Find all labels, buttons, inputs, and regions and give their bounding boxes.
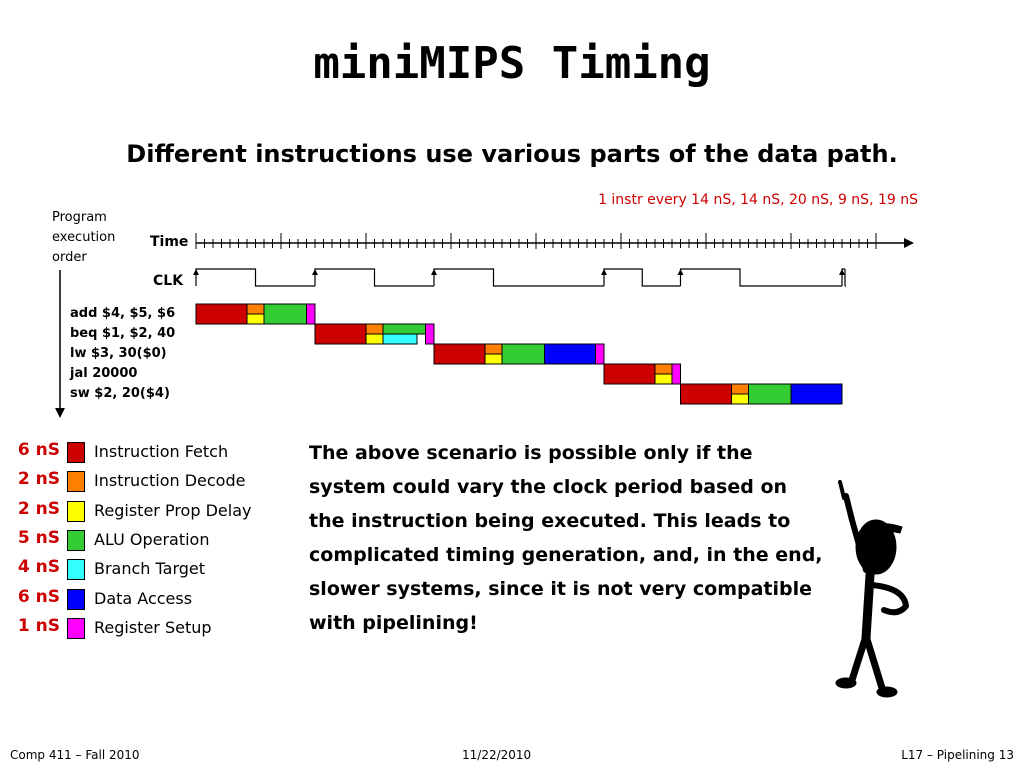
legend-item [0, 557, 300, 581]
slide-subtitle: Different instructions use various parts of the data path. [126, 140, 898, 168]
clk-label: CLK [153, 273, 184, 289]
legend-item [0, 469, 300, 493]
stage-block [383, 334, 417, 344]
time-axis-arrowhead [904, 238, 914, 248]
stage-block [366, 334, 383, 344]
stage-block [604, 364, 655, 384]
legend-stage-name: Register Prop Delay [94, 500, 252, 520]
stage-block [655, 364, 672, 374]
legend-duration: 1 nS [17, 615, 60, 636]
footer-lecture-page: L17 – Pipelining 13 [901, 748, 1014, 762]
stage-block [383, 324, 426, 334]
stage-block [315, 324, 366, 344]
clock-edge-arrow [193, 269, 199, 275]
legend-swatch [67, 559, 85, 580]
stage-block [485, 344, 502, 354]
instruction-rate-note: 1 instr every 14 nS, 14 nS, 20 nS, 9 nS, 19 nS [598, 192, 918, 208]
time-axis-label: Time [150, 234, 189, 250]
legend-item [0, 616, 300, 640]
legend-duration: 5 nS [17, 527, 60, 548]
stage-block [247, 304, 264, 314]
legend-duration: 2 nS [17, 498, 60, 519]
program-order-line: execution [52, 230, 116, 245]
stage-block [434, 344, 485, 364]
clock-edge-arrow [839, 269, 845, 275]
legend-item [0, 499, 300, 523]
instruction-label: jal 20000 [70, 366, 138, 381]
clock-edge-arrow [678, 269, 684, 275]
stage-block [247, 314, 264, 324]
stage-block [732, 384, 749, 394]
stage-block [749, 384, 792, 404]
stage-block [485, 354, 502, 364]
clock-edge-arrow [431, 269, 437, 275]
legend-duration: 2 nS [17, 469, 60, 490]
legend-stage-name: ALU Operation [94, 529, 210, 549]
stage-block [366, 324, 383, 334]
stage-block [502, 344, 545, 364]
instruction-label: add $4, $5, $6 [70, 306, 176, 321]
legend-duration: 4 nS [17, 557, 60, 578]
stage-block [655, 374, 672, 384]
legend-item [0, 587, 300, 611]
footer-course: Comp 411 – Fall 2010 [10, 748, 140, 762]
legend-item [0, 528, 300, 552]
stage-block [596, 344, 605, 364]
program-order-line: Program [52, 210, 107, 225]
clock-edge-arrow [312, 269, 318, 275]
program-order-arrowhead [55, 408, 65, 418]
legend-swatch [67, 442, 85, 463]
stage-block [196, 304, 247, 324]
legend-swatch [67, 589, 85, 610]
legend-swatch [67, 618, 85, 639]
instruction-label: sw $2, 20($4) [70, 386, 170, 401]
legend-stage-name: Register Setup [94, 617, 212, 637]
legend-swatch [67, 471, 85, 492]
slide-title: miniMIPS Timing [313, 38, 711, 89]
stage-block [672, 364, 681, 384]
stage-block [426, 324, 435, 344]
legend-swatch [67, 501, 85, 522]
instruction-label: beq $1, $2, 40 [70, 326, 176, 341]
legend-stage-name: Branch Target [94, 559, 206, 579]
stage-block [307, 304, 316, 324]
explanation-text: The above scenario is possible only if the system could vary the clock period based on the instruction being executed. This leads to complicated timing generation, and, in the end, slower systems, since it is not very compatible with pipelining! [309, 442, 823, 634]
program-order-line: order [52, 250, 87, 265]
legend-swatch [67, 530, 85, 551]
legend-stage-name: Data Access [94, 588, 193, 608]
legend-stage-name: Instruction Fetch [94, 442, 229, 461]
legend-duration: 6 nS [17, 440, 60, 460]
stage-block [791, 384, 842, 404]
stage-block [732, 394, 749, 404]
stage-block [681, 384, 732, 404]
legend-stage-name: Instruction Decode [94, 471, 246, 491]
clock-waveform [196, 269, 845, 286]
stage-block [545, 344, 596, 364]
stage-block [264, 304, 307, 324]
legend-duration: 6 nS [17, 586, 60, 607]
instruction-label: lw $3, 30($0) [70, 346, 167, 361]
footer-date: 11/22/2010 [462, 748, 532, 762]
legend-item [0, 440, 300, 464]
clock-edge-arrow [601, 269, 607, 275]
